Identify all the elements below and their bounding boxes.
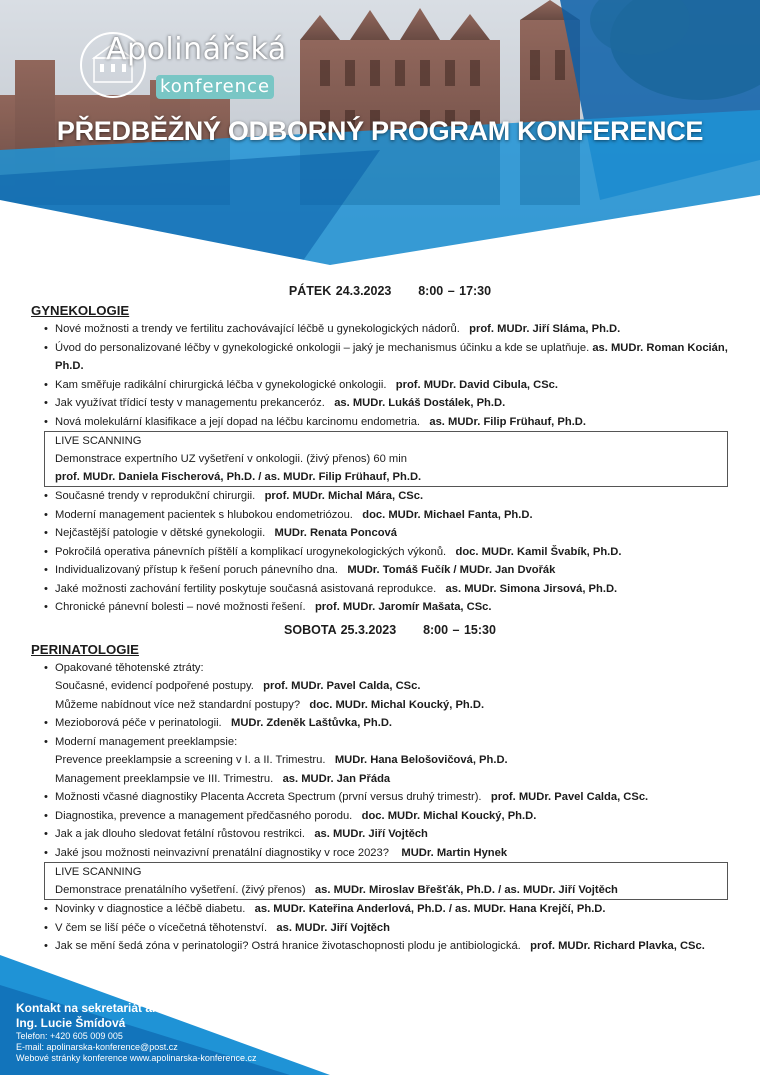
live-text: Demonstrace expertního UZ vyšetření v onkologii. (živý přenos) 60 min [55,453,407,465]
list-item: • Jak využívat třídicí testy v managementu prekanceróz. as. MUDr. Lukáš Dostálek, Ph.D. [0,394,760,413]
contact-block [16,1001,256,1064]
day-date: PÁTEK 24.3.2023 [288,284,392,298]
footer [0,955,760,1075]
sub-item: Management preeklampsie ve III. Trimestru. as. MUDr. Jan Přáda [55,772,391,785]
list-item: • Úvod do personalizované léčby v gynekologické onkologii – jaký je mechanismus účinku a kde se uplatňuje. as. MUDr. Roman Kocián, Ph.D. [0,339,760,376]
list-item: • Opakované těhotenské ztráty: [0,659,760,678]
live-scanning-box [44,862,728,900]
list-item: • Jaké jsou možnosti neinvazivní prenatální diagnostiky v roce 2023? MUDr. Martin Hynek [0,844,760,863]
day-time: 8:00 – 17:30 [418,284,492,298]
program-list [0,900,760,956]
section-title: GYNEKOLOGIE [31,303,130,318]
contact-name: Ing. Lucie Šmídová [16,1016,126,1030]
list-item: • V čem se liší péče o vícečetná těhotenství. as. MUDr. Jiří Vojtěch [0,919,760,938]
list-item: • Jaké možnosti zachování fertility poskytuje současná asistovaná reprodukce. as. MUDr. Simona Jirsová, Ph.D. [0,580,760,599]
list-item: • Moderní management preeklampsie: [0,733,760,752]
live-text: Demonstrace prenatálního vyšetření. (živý přenos) as. MUDr. Miroslav Břešťák, Ph.D. / as. MUDr. Jiří Vojtěch [55,884,618,896]
program-list [0,659,760,678]
contact-title: Kontakt na sekretariát akce: [16,1001,177,1015]
contact-email[interactable]: E-mail: apolinarska-konference@post.cz [16,1042,178,1052]
conference-logo [78,28,287,104]
header-banner [0,0,760,265]
list-item: • Mezioborová péče v perinatologii. MUDr. Zdeněk Laštůvka, Ph.D. [0,714,760,733]
list-item: • Pokročilá operativa pánevních píštělí a komplikací urogynekologických výkonů. doc. MUDr. Kamil Švabík, Ph.D. [0,543,760,562]
list-item: • Diagnostika, prevence a management předčasného porodu. doc. MUDr. Michal Koucký, Ph.D. [0,807,760,826]
sub-item: Prevence preeklampsie a screening v I. a II. Trimestru. MUDr. Hana Belošovičová, Ph.D. [55,754,508,766]
sub-item: Současné, evidencí podpořené postupy. prof. MUDr. Pavel Calda, CSc. [55,680,421,692]
program-list [0,714,760,751]
list-item: • Současné trendy v reprodukční chirurgii. prof. MUDr. Michal Mára, CSc. [0,487,760,506]
live-label: LIVE SCANNING [55,866,142,878]
logo-subtitle: konference [156,75,274,99]
live-label: LIVE SCANNING [55,435,142,447]
list-item: • Nové možnosti a trendy ve fertilitu zachovávající léčbě u gynekologických nádorů. prof. MUDr. Jiří Sláma, Ph.D. [0,320,760,339]
section-title: PERINATOLOGIE [31,641,139,657]
list-item: • Individualizovaný přístup k řešení poruch pánevního dna. MUDr. Tomáš Fučík / MUDr. Jan Dvořák [0,561,760,580]
day-heading [20,619,760,641]
day-time: 8:00 – 15:30 [423,622,496,637]
day-date: SOBOTA 25.3.2023 [284,622,397,637]
program-content [0,280,760,956]
logo-title: Apolinářská [106,32,287,67]
list-item: • Kam směřuje radikální chirurgická léčba v gynekologické onkologii. prof. MUDr. David Cibula, CSc. [0,376,760,395]
contact-phone: Telefon: +420 605 009 005 [16,1031,123,1041]
program-list [0,788,760,862]
day-heading [20,280,760,302]
list-item: • Nová molekulární klasifikace a její dopad na léčbu karcinomu endometria. as. MUDr. Filip Frühauf, Ph.D. [0,413,760,432]
list-item: • Chronické pánevní bolesti – nové možnosti řešení. prof. MUDr. Jaromír Mašata, CSc. [0,598,760,617]
list-item: • Moderní management pacientek s hlubokou endometriózou. doc. MUDr. Michael Fanta, Ph.D. [0,506,760,525]
sub-item: Můžeme nabídnout více než standardní postupy? doc. MUDr. Michal Koucký, Ph.D. [55,698,485,711]
list-item: • Novinky v diagnostice a léčbě diabetu. as. MUDr. Kateřina Anderlová, Ph.D. / as. MUDr. Hana Krejčí, Ph.D. [0,900,760,919]
program-list [0,487,760,617]
live-scanning-box [44,431,728,487]
list-item: • Jak se mění šedá zóna v perinatologii? Ostrá hranice životaschopnosti plodu je antibiologická. prof. MUDr. Richard Plavka, CSc. [0,937,760,956]
list-item: • Možnosti včasné diagnostiky Placenta Accreta Spectrum (první versus druhý trimestr). prof. MUDr. Pavel Calda, CSc. [0,788,760,807]
list-item: • Jak a jak dlouho sledovat fetální růstovou restrikci. as. MUDr. Jiří Vojtěch [0,825,760,844]
live-speaker: prof. MUDr. Daniela Fischerová, Ph.D. / as. MUDr. Filip Frühauf, Ph.D. [55,471,422,483]
contact-web[interactable]: Webové stránky konference www.apolinarska-konference.cz [16,1053,257,1063]
list-item: • Nejčastější patologie v dětské gynekologii. MUDr. Renata Poncová [0,524,760,543]
program-list [0,320,760,431]
page-title: PŘEDBĚŽNÝ ODBORNÝ PROGRAM KONFERENCE [56,116,704,146]
